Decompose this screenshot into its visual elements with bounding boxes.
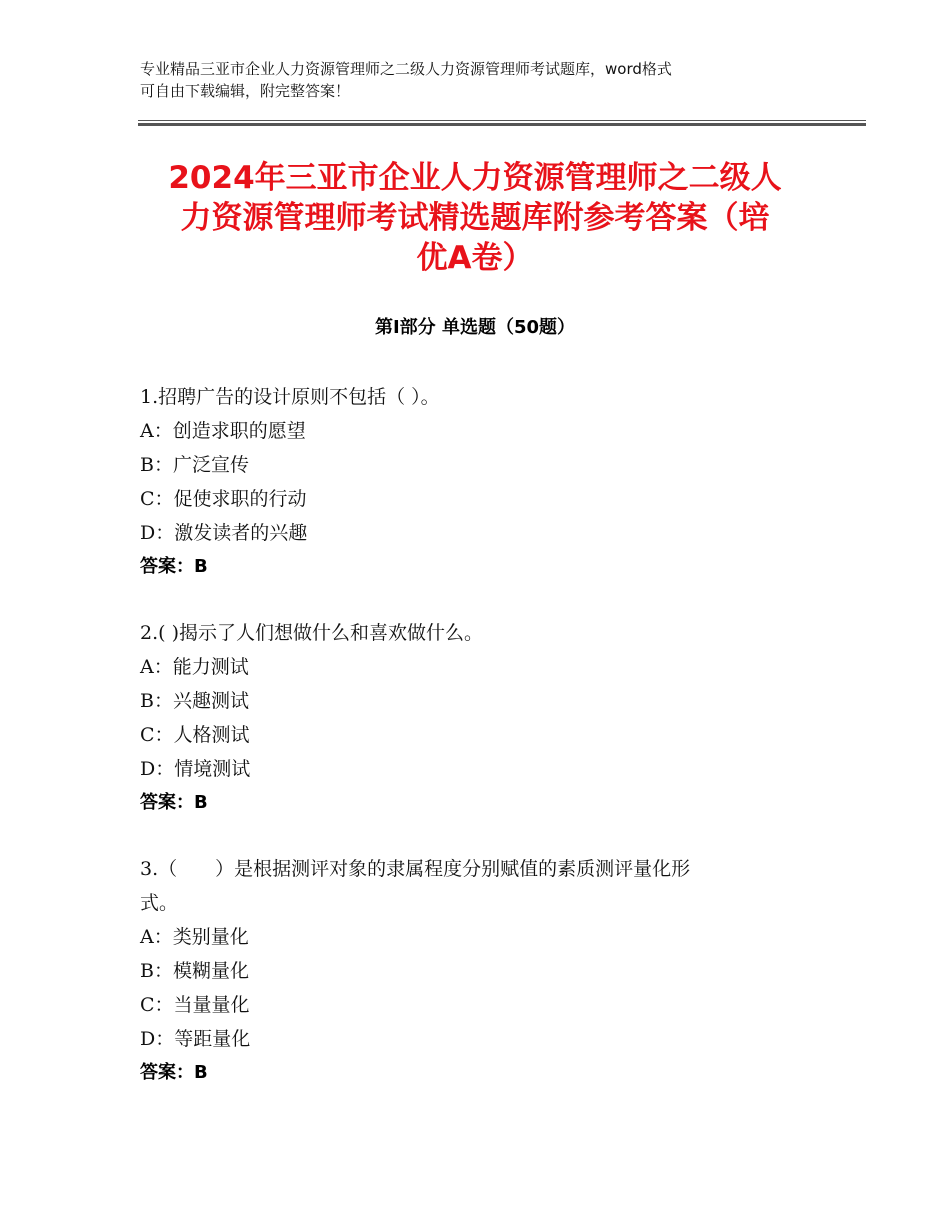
header-note (140, 58, 840, 102)
question-list (140, 380, 840, 1122)
option-b: B：模糊量化 (140, 960, 249, 982)
question-stem: 3.（ ）是根据测评对象的隶属程度分别赋值的素质测评量化形 (140, 858, 691, 880)
option-d: D：情境测试 (140, 758, 251, 780)
option-c: C：当量量化 (140, 994, 250, 1016)
option-d: D：等距量化 (140, 1028, 251, 1050)
document-title-line-1: 2024年三亚市企业人力资源管理师之二级人 (168, 160, 782, 196)
question-3 (140, 852, 840, 1090)
header-rule-thin (138, 120, 866, 121)
header-rule-thick (138, 123, 866, 126)
answer: 答案：B (140, 1062, 208, 1083)
option-a: A：能力测试 (140, 656, 249, 678)
option-d: D：激发读者的兴趣 (140, 522, 308, 544)
option-b: B：兴趣测试 (140, 690, 249, 712)
answer: 答案：B (140, 556, 208, 577)
option-b: B：广泛宣传 (140, 454, 249, 476)
section-title: 第Ⅰ部分 单选题（50题） (374, 317, 575, 338)
question-stem: 1.招聘广告的设计原则不包括（ ）。 (140, 386, 440, 408)
document-title-line-3: 优A卷） (416, 240, 534, 276)
option-c: C：人格测试 (140, 724, 250, 746)
option-a: A：类别量化 (140, 926, 249, 948)
option-a: A：创造求职的愿望 (140, 420, 306, 442)
header-note-line-1: 专业精品三亚市企业人力资源管理师之二级人力资源管理师考试题库，word格式 (140, 60, 672, 78)
header-note-line-2: 可自由下载编辑，附完整答案！ (140, 82, 351, 100)
question-2 (140, 616, 840, 820)
document-title (120, 158, 830, 278)
document-title-line-2: 力资源管理师考试精选题库附参考答案（培 (180, 200, 770, 236)
option-c: C：促使求职的行动 (140, 488, 307, 510)
question-1 (140, 380, 840, 584)
question-stem-continued: 式。 (140, 892, 179, 914)
question-stem: 2.( )揭示了人们想做什么和喜欢做什么。 (140, 622, 483, 644)
answer: 答案：B (140, 792, 208, 813)
